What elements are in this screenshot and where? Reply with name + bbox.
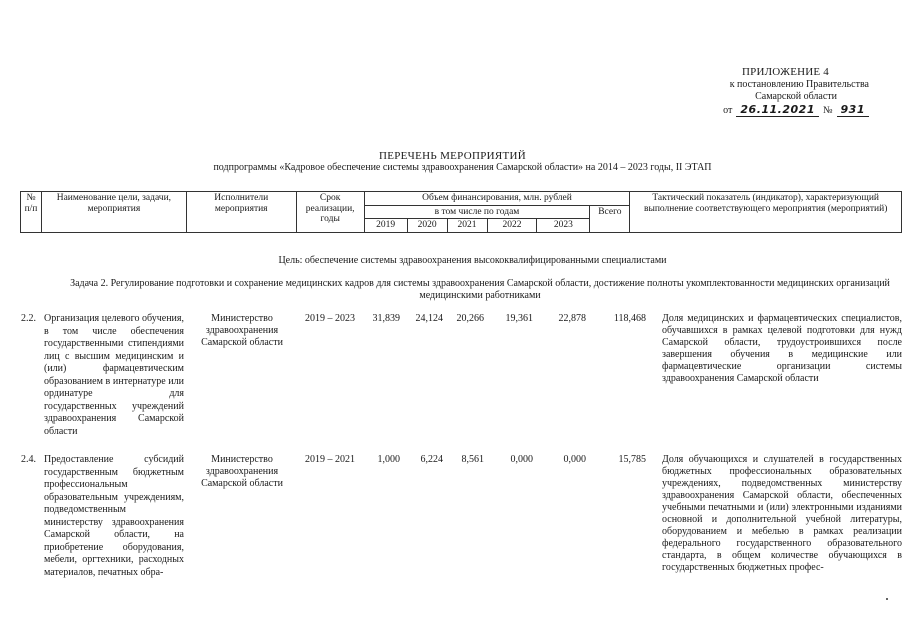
row-value-2020: 24,124 xyxy=(415,313,443,324)
task-heading: Задача 2. Регулирование подготовки и сохранение медицинских кадров для системы здравоохранения Самарской области, достижение полноты укомплектованности медицинских организаций медицинскими работниками xyxy=(70,278,890,301)
row-term: 2019 – 2021 xyxy=(305,454,355,465)
header-year: 2023 xyxy=(537,219,590,233)
header-year: 2019 xyxy=(364,219,407,233)
document-number: 931 xyxy=(837,104,869,118)
row-name: Предоставление субсидий государственным бюджетным профессиональным образовательным учреждениям, подведомственным министерству здравоохранения Самарской области, на приобретение оборудования, мебели, оргтехники, расходных материалов, печатных обра- xyxy=(44,454,184,578)
document-date: 26.11.2021 xyxy=(736,104,819,118)
row-value-2022: 0,000 xyxy=(510,454,533,465)
goal-heading: Цель: обеспечение системы здравоохранения высококвалифицированными специалистами xyxy=(278,255,667,266)
row-term: 2019 – 2023 xyxy=(305,313,355,324)
header-num: № п/п xyxy=(21,192,42,233)
appendix-region: Самарской области xyxy=(755,91,837,102)
row-indicator: Доля медицинских и фармацевтических специалистов, обучавшихся в рамках целевой подготовки для нужд Самарской области, трудоустроившихся после завершения обучения в медицинские или фармацевтические организации системы здравоохранения Самарской области xyxy=(662,313,902,384)
row-value-2023: 22,878 xyxy=(558,313,586,324)
row-value-2019: 31,839 xyxy=(372,313,400,324)
header-total: Всего xyxy=(590,205,630,232)
row-indicator: Доля обучающихся и слушателей в государственных бюджетных профессиональных образовательных учреждениях, подведомственных министерству здравоохранения Самарской области, обеспеченных учебными печатными и (или) электронными изданиями основной и дополнительной учебной литературы, оборудованием и мебелью в рамках реализации федерального государственного образовательного стандарта, в общем количестве обучающихся в государственных бюджетных профес- xyxy=(662,454,902,573)
header-executors: Исполнители мероприятия xyxy=(186,192,296,233)
appendix-date-line xyxy=(669,104,869,118)
row-executor: Министерство здравоохранения Самарской области xyxy=(201,454,283,489)
header-year: 2020 xyxy=(407,219,447,233)
appendix-title: ПРИЛОЖЕНИЕ 4 xyxy=(742,66,829,78)
row-number: 2.4. xyxy=(21,454,36,465)
header-term: Срок реализации, годы xyxy=(296,192,364,233)
row-value-2022: 19,361 xyxy=(505,313,533,324)
row-executor: Министерство здравоохранения Самарской области xyxy=(201,313,283,348)
header-by-years: в том числе по годам xyxy=(364,205,590,219)
row-value-2019: 1,000 xyxy=(377,454,400,465)
row-value-2020: 6,224 xyxy=(420,454,443,465)
number-prefix: № xyxy=(822,104,833,116)
row-value-2021: 8,561 xyxy=(461,454,484,465)
header-indicator: Тактический показатель (индикатор), характеризующий выполнение соответствующего мероприятия (мероприятий) xyxy=(630,192,902,233)
header-name: Наименование цели, задачи, мероприятия xyxy=(41,192,186,233)
row-total: 15,785 xyxy=(618,454,646,465)
document-title: ПЕРЕЧЕНЬ МЕРОПРИЯТИЙ xyxy=(378,150,527,162)
header-year: 2022 xyxy=(487,219,537,233)
appendix-block xyxy=(669,66,869,117)
row-value-2021: 20,266 xyxy=(456,313,484,324)
appendix-resolution: к постановлению Правительства xyxy=(729,78,869,90)
date-prefix: от xyxy=(723,104,733,116)
header-table xyxy=(20,191,902,233)
header-year: 2021 xyxy=(447,219,487,233)
row-number: 2.2. xyxy=(21,313,36,324)
header-financing: Объем финансирования, млн. рублей xyxy=(364,192,630,206)
row-value-2023: 0,000 xyxy=(563,454,586,465)
scan-speck xyxy=(886,598,888,600)
document-subtitle: подпрограммы «Кадровое обеспечение системы здравоохранения Самарской области» на 2014 – 2023 годы, II ЭТАП xyxy=(213,162,712,173)
row-name: Организация целевого обучения, в том числе обеспечения государственными стипендиями лиц с высшим медицинским и (или) фармацевтическим образованием в интернатуре или ординатуре для государственных учреждений здравоохранения Самарской области xyxy=(44,313,184,437)
row-total: 118,468 xyxy=(613,313,646,324)
